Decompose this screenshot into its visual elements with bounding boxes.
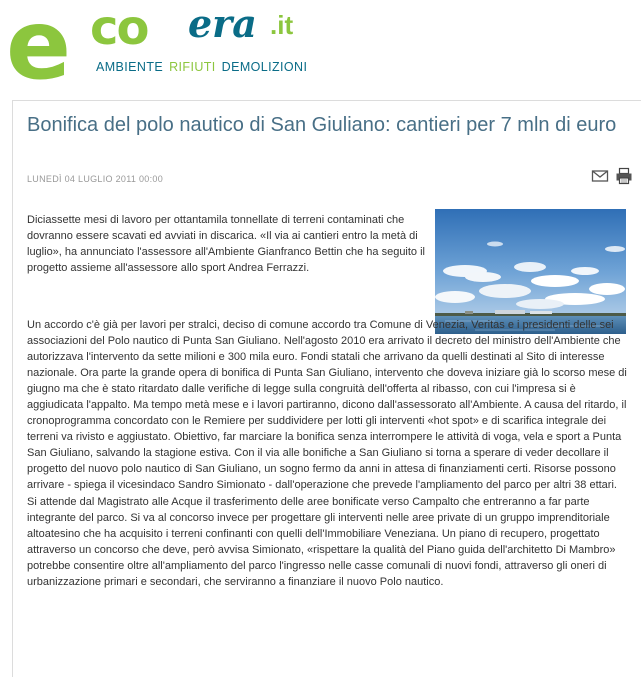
article-date: LUNEDÌ 04 LUGLIO 2011 00:00 <box>27 174 164 184</box>
mail-icon[interactable] <box>591 167 609 185</box>
tagline-demolizioni: DEMOLIZIONI <box>221 60 308 74</box>
logo-word-era: era <box>188 1 257 46</box>
article-panel <box>12 100 641 677</box>
article-tools <box>591 167 635 185</box>
site-header <box>0 0 641 101</box>
logo-letter-e: e <box>6 0 68 101</box>
article-photo <box>435 209 626 334</box>
print-icon[interactable] <box>615 167 633 185</box>
logo-tagline <box>96 60 307 74</box>
logo-tld: .it <box>270 10 294 40</box>
ecoera-logo[interactable] <box>6 0 316 101</box>
logo-letters-co: co <box>90 0 148 56</box>
tagline-ambiente: AMBIENTE <box>96 60 164 74</box>
article-paragraph-1: Diciassette mesi di lavoro per ottantamila tonnellate di terreni contaminati che dovranno essere scavati ed avviati in discarica. «Il via ai cantieri entro la metà di luglio», ha annunciato l'assessore all'Ambiente Gianfranco Bettin che ha seguito il progetto assieme all'assessore allo sport Andrea Ferrazzi. <box>27 214 425 274</box>
article-title: Bonifica del polo nautico di San Giuliano: cantieri per 7 mln di euro <box>27 114 617 136</box>
article-paragraph-2: Un accordo c'è già per lavori per stralci, deciso di comune accordo tra Comune di Venezia, Veritas e i presidenti delle sei associazioni del Polo nautico di Punta San Giuliano. Nell'agosto 2010 era arrivato il decreto del ministro dell'Ambiente che autorizzava l'intervento da sette milioni e 300 mila euro. Fondi statali che arrivano da quelli destinati al Sito di interesse nazionale. Ora parte la grande opera di bonifica di Punta San Giuliano, intervento che doveva iniziare già lo scorso mese di giugno ma che è stato ritardato dalle verifiche di legge sulla congruità dell'offerta al ribasso, con cui l'impresa si è aggiudicata l'appalto. Ma tempo metà mese e i lavori partiranno, dicono dall'assessorato all'Ambiente. A causa del ritardo, il cronoprogramma concordato con le Remiere per suddividere per lotti gli interventi «hot spot» e di scarifica integrale dei terreni va rivisto e aggiustato. Obiettivo, far marciare la bonifica senza interrompere le attività di voga, vela e sport a Punta San Giuliano, salvando la stagione estiva. Con il via alle bonifiche a San Giuliano si torna a sperare di veder decollare il progetto del nuovo polo nautico di San Giuliano, un sogno fermo da anni in attesa di finanziamenti certi. Risorse possono arrivare - spiega il vicesindaco Sandro Simionato - dall'operazione che prevede l'ampliamento del parco per altri 38 ettari. Si attende dal Magistrato alle Acque il trasferimento delle aree bonificate verso Campalto che entreranno a far parte integrante del parco. Si va al concorso invece per progettare gli interventi nelle aree private di un gruppo imprenditoriale altoatesino che ha acquisito i terreni confinanti con quelli dell'Immobiliare Veneziana. Un piano di recupero, progettato attraverso un concorso che deve, però avvisa Simionato, «rispettare la qualità del Piano guida dell'architetto Di Mambro» potrebbe consentire oltre all'ampliamento del parco l'ingresso nelle casse comunali di nuovi fondi, attraverso gli oneri di urbanizzazione primari e secondari, che serviranno a finanziare il nuovo Polo nautico. <box>27 319 627 588</box>
tagline-rifiuti: RIFIUTI <box>169 60 216 74</box>
